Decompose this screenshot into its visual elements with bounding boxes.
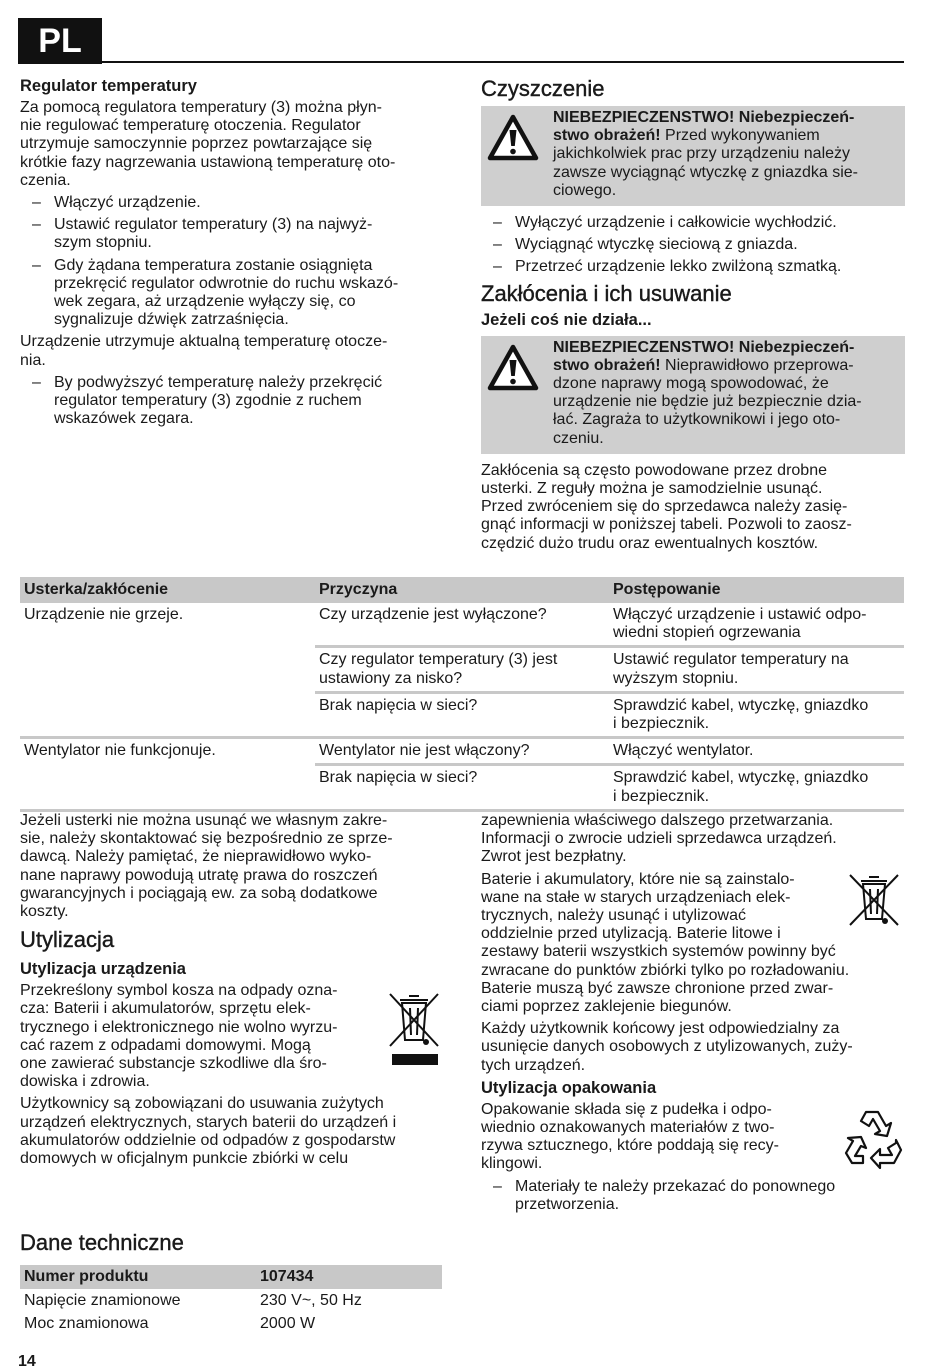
column-header: Przyczyna bbox=[315, 577, 609, 603]
fault-table bbox=[20, 577, 904, 812]
column-header: 107434 bbox=[256, 1265, 442, 1289]
cause-cell: Wentylator nie jest włączony? bbox=[315, 738, 609, 765]
temperature-keep-text: Urządzenie utrzymuje aktualną temperaturę otocze- nia. bbox=[20, 333, 388, 369]
list-item: – Włączyć urządzenie. bbox=[20, 194, 446, 212]
faults-intro: Zakłócenia są często powodowane przez drobne usterki. Z reguły można je samodzielnie usunąć. Przed zwróceniem się do sprzedawca należy zasię- gnąć informacji w poniższej tabeli. Pozwoli to zaosz- czędzić dużo trudu oraz ewentualnych kosztów. bbox=[481, 461, 852, 552]
column-header: Numer produktu bbox=[20, 1265, 256, 1289]
action-cell: Włączyć wentylator. bbox=[609, 738, 904, 765]
temperature-steps-list bbox=[20, 194, 446, 329]
packaging-steps-list bbox=[481, 1178, 905, 1214]
tech-table bbox=[20, 1265, 442, 1336]
device-disposal-heading: Utylizacja urządzenia bbox=[20, 960, 186, 979]
list-item: – By podwyższyć temperaturę należy przekręcić regulator temperatury (3) zgodnie z ruchem wskazówek zegara. bbox=[20, 374, 446, 429]
column-header: Usterka/zakłócenie bbox=[20, 577, 315, 603]
table-row bbox=[20, 1312, 442, 1335]
table-row bbox=[20, 738, 904, 765]
list-item: – Materiały te należy przekazać do ponownego przetworzenia. bbox=[481, 1178, 905, 1214]
list-item: – Ustawić regulator temperatury (3) na najwyż- szym stopniu. bbox=[20, 216, 446, 252]
cause-cell: Brak napięcia w sieci? bbox=[315, 692, 609, 737]
packaging-text: Opakowanie składa się z pudełka i odpo- wiednio oznakowanych materiałów z two- rzywa sztucznego, które poddają się recy- klingowi. bbox=[481, 1100, 779, 1173]
temperature-regulator-intro: Za pomocą regulatora temperatury (3) można płyn- nie regulować temperaturę otoczenia. Regulator utrzymuje samoczynnie poprzez powtarzające się krótkie fazy nagrzewania ustawioną temperaturę oto- czenia. bbox=[20, 99, 396, 189]
fault-table-wrapper bbox=[20, 577, 904, 812]
page-number: 14 bbox=[18, 1353, 36, 1370]
warning-triangle-icon bbox=[487, 344, 539, 392]
table-row bbox=[20, 1289, 442, 1312]
crossed-bin-icon bbox=[846, 872, 902, 928]
language-badge: PL bbox=[18, 18, 102, 64]
faults-warning-text: NIEBEZPIECZENSTWO! Niebezpieczeń- stwo obrażeń! Nieprawidłowo przeprowa- dzone naprawy mogą spowodować, że urządzenie nie będzie już bezpiecznie dzia- łać. Zagraża to użytkownikowi i jego oto- czeniu. bbox=[553, 338, 862, 447]
cause-cell: Brak napięcia w sieci? bbox=[315, 765, 609, 810]
recycling-icon bbox=[842, 1106, 906, 1170]
tech-data-section bbox=[20, 1230, 444, 1336]
battery-text: Baterie i akumulatory, które nie są zainstalo- wane na stałe w starych urządzeniach elek- trycznych, należy usunąć i utylizować oddzielnie przed utylizacją. Baterie litowe i zestawy baterii wszystkich systemów powinny być zwracane do punktów zbiórki tylko po rozładowaniu. Baterie muszą być zawsze chronione przed zwar- ciami poprzez zaklejenie biegunów. bbox=[481, 870, 850, 1016]
repair-note: Jeżeli usterki nie można usunąć we własnym zakre- sie, należy skontaktować się bezpośrednio ze sprze- dawcą. Należy pamiętać, że nieprawidłowo wyko- nane naprawy powodują utratę prawa do roszczeń gwarancyjnych i pociągają ew. za sobą dodatkowe koszty. bbox=[20, 812, 393, 921]
cleaning-warning-box bbox=[481, 106, 905, 206]
cleaning-warning-text: NIEBEZPIECZENSTWO! Niebezpieczeń- stwo obrażeń! Przed wykonywaniem jakichkolwiek prac przy urządzeniu należy zawsze wyciągnąć wtyczkę z gniazdka sie- ciowego. bbox=[553, 109, 859, 199]
personal-data-text: Każdy użytkownik końcowy jest odpowiedzialny za usunięcie danych osobowych z utylizowanych, zuży- tych urządzeń. bbox=[481, 1020, 853, 1074]
table-cell: Napięcie znamionowe bbox=[24, 1292, 181, 1310]
list-item: – Przetrzeć urządzenie lekko zwilżoną szmatką. bbox=[481, 258, 905, 276]
table-cell: Moc znamionowa bbox=[24, 1315, 149, 1333]
device-disposal-text: Przekreślony symbol kosza na odpady ozna- cza: Baterii i akumulatorów, sprzętu elek- trycznego i elektronicznego nie wolno wyrzu- cać razem z odpadami domowymi. Mogą one zawierać substancje szkodliwe dla śro- dowiska i zdrowia. bbox=[20, 982, 338, 1091]
table-header-row bbox=[20, 1265, 442, 1289]
list-item: – Wyłączyć urządzenie i całkowicie wychłodzić. bbox=[481, 214, 905, 232]
warning-triangle-icon bbox=[487, 114, 539, 162]
action-cell: Sprawdzić kabel, wtyczkę, gniazdko i bezpiecznik. bbox=[609, 765, 904, 810]
action-cell: Ustawić regulator temperatury na wyższym stopniu. bbox=[609, 647, 904, 692]
crossed-bin-icon bbox=[384, 990, 444, 1068]
tech-heading: Dane techniczne bbox=[20, 1230, 184, 1255]
cleaning-section bbox=[481, 76, 905, 557]
disposal-heading: Utylizacja bbox=[20, 927, 115, 953]
fault-cell: Wentylator nie funkcjonuje. bbox=[20, 738, 315, 811]
cause-cell: Czy regulator temperatury (3) jest ustawiony za nisko? bbox=[315, 647, 609, 692]
temperature-regulator-heading: Regulator temperatury bbox=[20, 77, 197, 95]
column-header: Postępowanie bbox=[609, 577, 904, 603]
cleaning-heading: Czyszczenie bbox=[481, 76, 605, 101]
list-item: – Wyciągnąć wtyczkę sieciową z gniazda. bbox=[481, 236, 905, 254]
action-cell: Sprawdzić kabel, wtyczkę, gniazdko i bezpiecznik. bbox=[609, 692, 904, 737]
list-item: – Gdy żądana temperatura zostanie osiągnięta przekręcić regulator odwrotnie do ruchu wskazó- wek zegara, aż urządzenie wyłączy się, co sygnalizuje dźwięk zatrzaśnięcia. bbox=[20, 257, 446, 330]
header-rule bbox=[18, 61, 904, 63]
fault-cell: Urządzenie nie grzeje. bbox=[20, 603, 315, 738]
table-cell: 230 V~, 50 Hz bbox=[260, 1292, 362, 1310]
packaging-heading: Utylizacja opakowania bbox=[481, 1078, 657, 1097]
cleaning-steps-list bbox=[481, 214, 905, 277]
users-obligation-text: Użytkownicy są zobowiązani do usuwania zużytych urządzeń elektrycznych, starych baterii do urządzeń i akumulatorów oddzielnie od odpadów z gospodarstw domowych w oficjalnym punkcie zbiórki w celu bbox=[20, 1095, 397, 1168]
disposal-left-section bbox=[20, 812, 446, 1172]
temperature-raise-list bbox=[20, 374, 446, 429]
temperature-regulator-section bbox=[20, 77, 446, 432]
table-header-row bbox=[20, 577, 904, 603]
cause-cell: Czy urządzenie jest wyłączone? bbox=[315, 603, 609, 647]
table-cell: 2000 W bbox=[260, 1315, 316, 1333]
faults-warning-box bbox=[481, 336, 905, 454]
faults-subheading: Jeżeli coś nie działa... bbox=[481, 310, 652, 329]
faults-heading: Zakłócenia i ich usuwanie bbox=[481, 280, 732, 306]
return-info-text: zapewnienia właściwego dalszego przetwarzania. Informacji o zwrocie udzieli sprzedawca urządzeń. Zwrot jest bezpłatny. bbox=[481, 812, 837, 866]
table-row bbox=[20, 603, 904, 647]
action-cell: Włączyć urządzenie i ustawić odpo- wiedni stopień ogrzewania bbox=[609, 603, 904, 647]
